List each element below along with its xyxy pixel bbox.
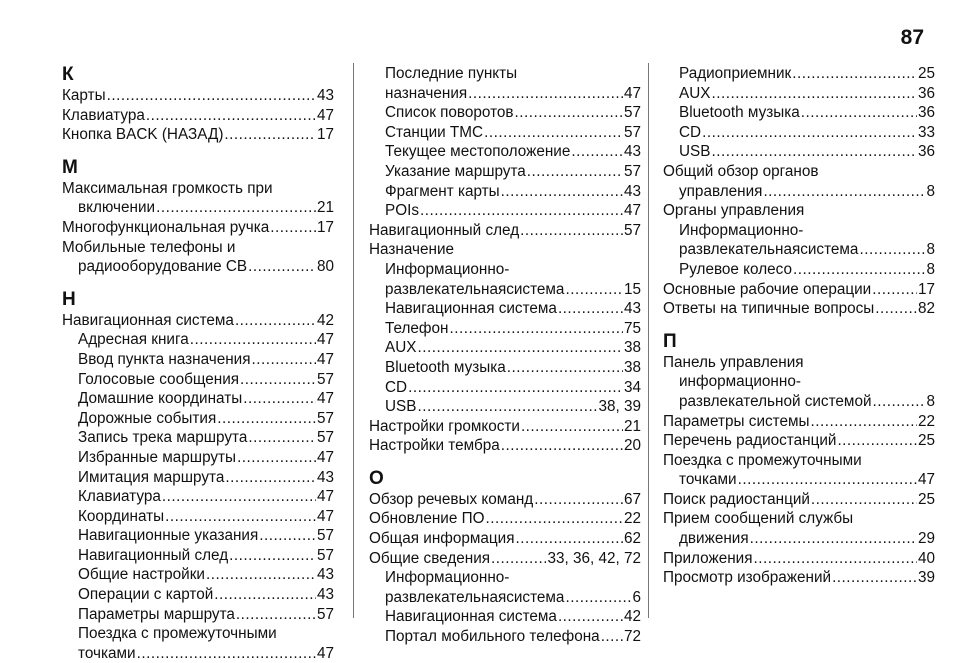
dot-leader [252, 350, 316, 370]
index-entry [62, 585, 334, 605]
index-entry-term: Поиск радиостанций [663, 490, 810, 508]
index-entry-page: 47 [316, 350, 334, 368]
index-entry-term: Навигационная система [385, 300, 557, 318]
dot-leader [859, 240, 925, 260]
index-entry [663, 299, 935, 319]
dot-leader [875, 299, 917, 319]
dot-leader [165, 507, 316, 527]
index-entry-term: POIs [385, 202, 419, 220]
index-entry-term: USB [385, 398, 417, 416]
index-entry-page: 47 [623, 84, 641, 102]
index-column-2 [369, 64, 641, 647]
dot-leader [527, 162, 623, 182]
index-entry-term: точками [78, 644, 136, 662]
index-entry-line: информационно- [679, 373, 801, 391]
dot-leader [248, 257, 316, 277]
dot-leader [811, 412, 917, 432]
dot-leader [162, 487, 316, 507]
dot-leader [711, 142, 917, 162]
index-entry [663, 529, 935, 549]
dot-leader [491, 549, 546, 569]
dot-leader [702, 123, 917, 143]
index-entry-page: 8 [926, 392, 935, 410]
index-entry-term: движения [679, 530, 749, 548]
index-entry-term: Обновление ПО [369, 510, 485, 528]
column-divider [648, 63, 649, 618]
index-entry-page: 43 [623, 143, 641, 161]
index-entry [369, 529, 641, 549]
dot-leader [565, 280, 623, 300]
index-entry [369, 607, 641, 627]
dot-leader [793, 260, 926, 280]
index-entry-term: Навигационная система [62, 311, 234, 329]
index-entry-page: 33 [917, 123, 935, 141]
index-entry-page: 43 [316, 586, 334, 604]
index-entry [369, 103, 641, 123]
index-entry [62, 218, 334, 238]
index-entry [62, 605, 334, 625]
index-entry-term: Перечень радиостанций [663, 432, 837, 450]
dot-leader [468, 84, 623, 104]
index-entry-page: 17 [316, 218, 334, 236]
index-entry-term: развлекательной системой [679, 392, 872, 410]
dot-leader [217, 409, 316, 429]
index-entry-page: 43 [316, 566, 334, 584]
index-entry [369, 299, 641, 319]
index-entry [62, 370, 334, 390]
index-entry-term: точками [679, 471, 737, 489]
dot-leader [501, 182, 623, 202]
index-entry-term: Текущее местоположение [385, 143, 571, 161]
index-entry-term: Карты [62, 87, 106, 104]
index-entry-page: 82 [917, 300, 935, 318]
index-entry [62, 409, 334, 429]
dot-leader [240, 370, 316, 390]
index-entry-page: 25 [917, 490, 935, 508]
index-entry-page: 34 [623, 378, 641, 396]
dot-leader [190, 330, 316, 350]
index-entry-term: CD [679, 123, 702, 141]
index-entry-line: Максимальная громкость при [62, 179, 273, 197]
index-entry [369, 588, 641, 608]
index-entry [369, 549, 641, 569]
index-entry-page: 38, 39 [598, 398, 641, 416]
index-entry [663, 260, 935, 280]
index-entry [663, 142, 935, 162]
index-entry-term: Портал мобильного телефона [385, 628, 600, 646]
index-entry [369, 319, 641, 339]
page-number: 87 [900, 26, 924, 49]
dot-leader [224, 125, 316, 145]
index-entry-term: Ввод пункта назначения [78, 350, 251, 368]
index-entry [62, 311, 334, 331]
index-entry [369, 627, 641, 647]
dot-leader [229, 546, 316, 566]
index-column-1 [62, 64, 334, 663]
index-entry-line: Органы управления [663, 202, 805, 220]
index-entry [663, 182, 935, 202]
dot-leader [259, 526, 316, 546]
dot-leader [507, 358, 623, 378]
index-entry-term: Имитация маршрута [78, 468, 225, 486]
index-entry [369, 436, 641, 456]
index-entry [62, 507, 334, 527]
index-entry-page: 75 [623, 319, 641, 337]
index-entry-line: Мобильные телефоны и [62, 238, 236, 256]
index-entry-page: 57 [623, 221, 641, 239]
index-entry-term: Приложения [663, 549, 753, 567]
index-entry-page: 42 [316, 311, 334, 329]
index-entry-line: Информационно- [385, 569, 510, 587]
dot-leader [225, 468, 316, 488]
index-entry [663, 64, 935, 84]
index-entry-term: AUX [385, 339, 417, 357]
index-entry-term: Адресная книга [78, 331, 189, 349]
dot-leader [763, 182, 925, 202]
index-entry-term: Общие сведения [369, 549, 491, 567]
index-entry [369, 182, 641, 202]
index-entry-page: 43 [623, 182, 641, 200]
index-entry-term: развлекательнаясистема [679, 241, 859, 259]
index-entry [663, 431, 935, 451]
index-entry [62, 389, 334, 409]
index-entry-term: Навигационные указания [78, 527, 259, 545]
index-entry [62, 86, 334, 106]
index-entry [369, 490, 641, 510]
index-entry-line: Панель управления [663, 353, 804, 371]
index-entry-page: 17 [316, 126, 334, 144]
index-entry [62, 257, 334, 277]
dot-leader [420, 201, 623, 221]
index-entry-page: 57 [623, 123, 641, 141]
index-entry-term: Просмотр изображений [663, 569, 832, 587]
index-entry [369, 84, 641, 104]
dot-leader [601, 627, 623, 647]
index-entry-page: 40 [917, 549, 935, 567]
index-entry-page: 38 [623, 358, 641, 376]
index-entry [663, 392, 935, 412]
index-entry-term: Ответы на типичные вопросы [663, 300, 875, 318]
index-entry-term: Станции TMC [385, 123, 484, 141]
dot-leader [558, 299, 623, 319]
index-entry-term: CD [385, 378, 408, 396]
dot-leader [565, 588, 631, 608]
index-entry [369, 162, 641, 182]
index-entry-line: Информационно- [679, 221, 804, 239]
index-entry-term: Домашние координаты [78, 390, 243, 408]
index-entry-page: 43 [316, 87, 334, 104]
index-entry [62, 106, 334, 126]
index-entry [369, 417, 641, 437]
dot-leader [243, 389, 316, 409]
index-entry-page: 36 [917, 84, 935, 102]
index-entry-term: Указание маршрута [385, 162, 526, 180]
dot-leader [270, 218, 316, 238]
index-entry-page: 20 [623, 437, 641, 455]
index-letter-heading: Н [62, 288, 76, 310]
index-entry-page: 47 [316, 507, 334, 525]
dot-leader [156, 198, 316, 218]
index-entry-page: 25 [917, 432, 935, 450]
dot-leader [236, 605, 316, 625]
index-entry-term: Bluetooth музыка [385, 358, 506, 376]
index-entry-line: Назначение [369, 241, 454, 259]
dot-leader [137, 644, 316, 663]
index-entry [663, 123, 935, 143]
index-entry-page: 36 [917, 104, 935, 122]
index-entry-page: 8 [926, 241, 935, 259]
dot-leader [801, 103, 917, 123]
index-entry-page: 47 [316, 331, 334, 349]
index-entry [62, 468, 334, 488]
index-entry-term: Список поворотов [385, 104, 514, 122]
index-entry [369, 201, 641, 221]
dot-leader [107, 86, 316, 106]
index-entry-page: 8 [926, 182, 935, 200]
index-letter-heading: М [62, 156, 78, 178]
index-entry-term: Общие настройки [78, 566, 205, 584]
index-entry-page: 21 [316, 199, 334, 217]
index-entry [663, 240, 935, 260]
index-entry-page: 8 [926, 260, 935, 278]
dot-leader [754, 549, 917, 569]
index-entry-page: 80 [316, 258, 334, 276]
index-entry [663, 568, 935, 588]
dot-leader [558, 607, 623, 627]
index-entry-page: 47 [316, 390, 334, 408]
index-entry-page: 43 [623, 300, 641, 318]
index-entry-page: 57 [316, 370, 334, 388]
index-entry [663, 549, 935, 569]
index-entry-term: Общая информация [369, 530, 515, 548]
index-entry-term: Голосовые сообщения [78, 370, 240, 388]
index-entry [663, 412, 935, 432]
index-entry-page: 57 [623, 162, 641, 180]
index-letter-heading: О [369, 467, 384, 489]
index-entry-term: Обзор речевых команд [369, 490, 534, 508]
index-entry-page: 42 [623, 608, 641, 626]
index-entry [62, 526, 334, 546]
index-entry [62, 644, 334, 663]
index-entry-term: Параметры маршрута [78, 605, 235, 623]
index-entry-term: Координаты [78, 507, 165, 525]
index-entry-term: Основные рабочие операции [663, 280, 872, 298]
dot-leader [872, 280, 917, 300]
index-entry-term: Навигационный след [78, 546, 229, 564]
index-entry-line: Общий обзор органов [663, 162, 819, 180]
index-entry [663, 280, 935, 300]
index-entry [369, 221, 641, 241]
index-entry-page: 38 [623, 339, 641, 357]
index-entry [62, 125, 334, 145]
index-entry-line: Информационно- [385, 260, 510, 278]
index-entry [663, 84, 935, 104]
dot-leader [520, 221, 623, 241]
index-entry-term: управления [679, 182, 763, 200]
index-entry-page: 47 [316, 448, 334, 466]
index-entry-page: 47 [917, 471, 935, 489]
index-entry-term: Избранные маршруты [78, 448, 237, 466]
index-entry-term: Настройки тембра [369, 437, 500, 455]
dot-leader [237, 448, 316, 468]
dot-leader [408, 378, 623, 398]
index-entry-line: Прием сообщений службы [663, 510, 854, 528]
index-entry-term: радиооборудование CB [78, 258, 248, 276]
dot-leader [449, 319, 623, 339]
index-entry-term: Настройки громкости [369, 417, 520, 435]
index-entry [369, 338, 641, 358]
dot-leader [738, 470, 917, 490]
dot-leader [214, 585, 316, 605]
index-entry-page: 36 [917, 143, 935, 161]
index-entry-page: 47 [623, 202, 641, 220]
index-entry-page: 57 [316, 605, 334, 623]
index-entry-page: 57 [316, 546, 334, 564]
dot-leader [235, 311, 316, 331]
index-entry-page: 62 [623, 530, 641, 548]
dot-leader [248, 428, 316, 448]
index-entry [369, 280, 641, 300]
index-letter-heading: К [62, 64, 74, 85]
dot-leader [484, 123, 623, 143]
dot-leader [417, 338, 623, 358]
index-entry [663, 490, 935, 510]
index-entry [663, 103, 935, 123]
dot-leader [521, 417, 623, 437]
index-entry [369, 509, 641, 529]
index-entry-page: 57 [316, 409, 334, 427]
index-entry-page: 22 [917, 412, 935, 430]
index-entry-term: Многофункциональная ручка [62, 218, 270, 236]
dot-leader [146, 106, 316, 126]
dot-leader [811, 490, 917, 510]
index-entry-term: Параметры системы [663, 412, 810, 430]
dot-leader [711, 84, 917, 104]
index-entry-term: Bluetooth музыка [679, 104, 800, 122]
dot-leader [873, 392, 926, 412]
index-entry-term: Операции с картой [78, 586, 214, 604]
index-entry [369, 397, 641, 417]
index-entry [62, 448, 334, 468]
index-entry-page: 22 [623, 510, 641, 528]
dot-leader [792, 64, 917, 84]
index-entry-line: Поездка с промежуточными [663, 451, 862, 469]
index-entry-page: 39 [917, 569, 935, 587]
index-entry-term: Навигационная система [385, 608, 557, 626]
index-entry-page: 29 [917, 530, 935, 548]
index-entry-page: 72 [623, 628, 641, 646]
index-entry [62, 565, 334, 585]
dot-leader [832, 568, 917, 588]
index-entry-term: включении [78, 199, 156, 217]
index-letter-heading: П [663, 330, 677, 352]
dot-leader [501, 436, 623, 456]
index-entry-page: 17 [917, 280, 935, 298]
index-entry-term: Навигационный след [369, 221, 520, 239]
index-entry-page: 33, 36, 42, 72 [547, 549, 641, 567]
index-entry [62, 198, 334, 218]
index-entry [62, 350, 334, 370]
dot-leader [750, 529, 917, 549]
dot-leader [534, 490, 623, 510]
index-column-3 [663, 64, 935, 588]
index-entry-term: Радиоприемник [679, 65, 792, 82]
index-entry-term: Запись трека маршрута [78, 429, 248, 447]
dot-leader [571, 142, 623, 162]
index-entry-page: 47 [316, 488, 334, 506]
index-entry-term: назначения [385, 84, 468, 102]
index-entry-page: 47 [316, 106, 334, 124]
index-entry [369, 142, 641, 162]
dot-leader [516, 529, 623, 549]
index-entry-page: 43 [316, 468, 334, 486]
index-entry [62, 330, 334, 350]
index-entry-page: 57 [316, 527, 334, 545]
index-entry-page: 47 [316, 644, 334, 662]
index-entry-line: Поездка с промежуточными [78, 625, 277, 643]
index-entry-term: USB [679, 143, 711, 161]
index-entry-page: 15 [623, 280, 641, 298]
index-entry-term: Телефон [385, 319, 449, 337]
index-entry [663, 470, 935, 490]
index-entry-term: Фрагмент карты [385, 182, 500, 200]
index-entry [62, 487, 334, 507]
index-entry-term: Клавиатура [78, 488, 161, 506]
dot-leader [206, 565, 316, 585]
column-divider [353, 63, 354, 618]
index-entry-term: Клавиатура [62, 106, 145, 124]
index-entry-term: Дорожные события [78, 409, 217, 427]
index-entry [369, 378, 641, 398]
index-entry-term: развлекательнаясистема [385, 280, 565, 298]
index-entry-line: Последние пункты [385, 65, 518, 82]
index-entry [62, 546, 334, 566]
dot-leader [515, 103, 623, 123]
index-entry-page: 67 [623, 490, 641, 508]
index-entry-term: Кнопка BACK (НАЗАД) [62, 126, 224, 144]
dot-leader [417, 397, 597, 417]
index-entry-page: 6 [632, 588, 641, 606]
index-entry [62, 428, 334, 448]
index-entry-page: 21 [623, 417, 641, 435]
index-entry-page: 25 [917, 65, 935, 82]
index-entry-term: Рулевое колесо [679, 260, 792, 278]
index-entry-page: 57 [316, 429, 334, 447]
dot-leader [837, 431, 917, 451]
index-entry [369, 358, 641, 378]
index-entry-term: развлекательнаясистема [385, 588, 565, 606]
index-entry-page: 57 [623, 104, 641, 122]
index-entry-term: AUX [679, 84, 711, 102]
index-entry [369, 123, 641, 143]
dot-leader [485, 509, 623, 529]
